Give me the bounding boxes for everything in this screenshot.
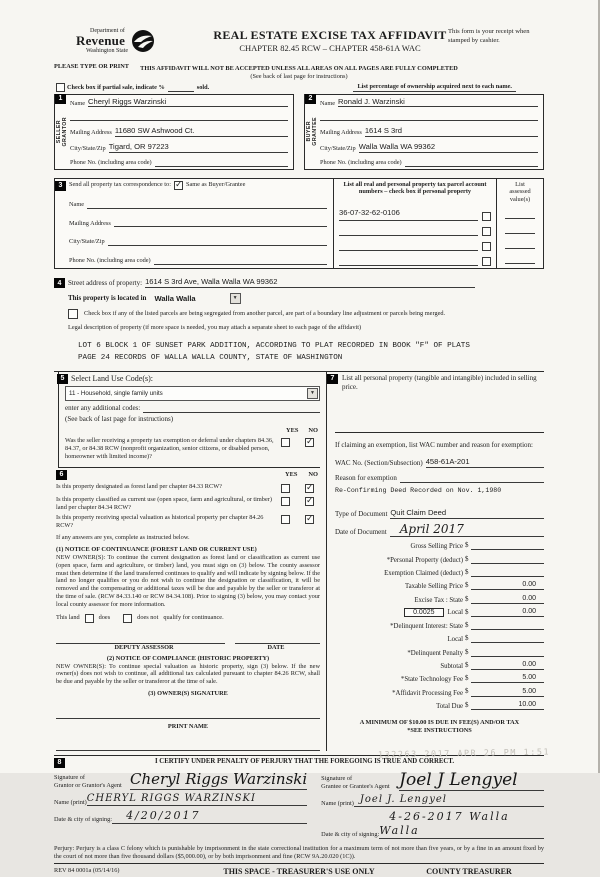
- print-name-field[interactable]: [56, 742, 320, 751]
- additional-codes-label: enter any additional codes:: [65, 403, 141, 412]
- grantor-name-print-label: Name (print): [54, 798, 87, 806]
- grantee-name-print-label: Name (print): [321, 799, 354, 807]
- fee-label: Subtotal: [440, 663, 463, 670]
- corr-phone-label: Phone No. (including area code): [69, 257, 151, 265]
- fee-field-exemption[interactable]: [471, 568, 545, 577]
- buyer-name-field[interactable]: [338, 97, 538, 108]
- personal-property-note: List all personal property (tangible and intangible) included in selling price.: [342, 373, 537, 391]
- fee-field-delinquent-state[interactable]: [471, 621, 545, 630]
- right-column: [327, 372, 544, 751]
- corr-name-field[interactable]: [87, 200, 327, 209]
- same-as-buyer-label: Same as Buyer/Grantee: [185, 181, 246, 189]
- assessed-value-field-3[interactable]: [505, 240, 535, 249]
- fee-field-taxable[interactable]: 0.00: [471, 581, 545, 590]
- date-of-document-value: April 2017: [399, 522, 464, 537]
- personal-property-checkbox-1[interactable]: [482, 212, 491, 221]
- fee-label: Gross Selling Price: [410, 543, 463, 551]
- fee-label: Exemption Claimed (deduct): [384, 570, 463, 578]
- perjury-notice: Perjury: Perjury is a class C felony which is punishable by imprisonment in the state correctional institution for a maximum term of not more than five years, or by a fine in an amount fixed by the court of not more than five thousand dollars ($5,000.00), or by both imprisonment and fine (RCW 9A.20.020 (1C)).: [54, 845, 544, 864]
- logo-revenue-text: Revenue: [76, 33, 126, 49]
- minimum-due-note: A MINIMUM OF $10.00 IS DUE IN FEE(S) AND/OR TAX: [359, 718, 520, 726]
- corr-mailing-label: Mailing Address: [69, 219, 111, 227]
- reason-exemption-field[interactable]: [400, 474, 544, 483]
- logo-state-text: Washington State: [86, 47, 129, 54]
- section-7-number: 7: [327, 374, 338, 384]
- seller-mailing-label: Mailing Address: [70, 129, 112, 137]
- fee-field-penalty[interactable]: [471, 648, 545, 657]
- grantor-agent-label: Grantor or Grantor's Agent: [54, 782, 122, 790]
- land-use-value: 11 - Household, single family units: [69, 389, 163, 397]
- legal-description-text: LOT 6 BLOCK 1 OF SUNSET PARK ADDITION, ACCORDING TO PLAT RECORDED IN BOOK "F" OF PLATS PAGE 24 RECORDS OF WALLA WALLA COUNTY, STATE OF WASHINGTON: [78, 342, 470, 363]
- fee-field-personal[interactable]: [471, 555, 545, 564]
- seller-phone-label: Phone No. (including area code): [70, 158, 152, 166]
- current-use-question: Is this property classified as current use (open space, farm and agricultural, or timber) land per chapter 84.34 RCW?: [56, 495, 272, 511]
- exemption-intro: If claiming an exemption, list WAC number and reason for exemption:: [335, 440, 533, 449]
- no-header: NO: [308, 427, 318, 435]
- date-of-document-label: Date of Document: [335, 528, 387, 537]
- notice-compliance-body: NEW OWNER(S): To continue special valuation as historic property, sign (3) below. If the new owner(s) does not wish to continue, all additional tax calculated pursuant to chapter 84.26 RCW, shall be due and payable by the seller or transferor at the time of sale.: [56, 662, 320, 686]
- seller-city-label: City/State/Zip: [70, 144, 106, 152]
- buyer-city-label: City/State/Zip: [320, 144, 356, 152]
- fee-field-gross[interactable]: [471, 541, 545, 550]
- fee-field-delinquent-local[interactable]: [471, 634, 545, 643]
- dollar-sign: $: [465, 634, 469, 643]
- fee-field-tech-fee[interactable]: 5.00: [471, 674, 545, 683]
- street-address-field[interactable]: [145, 277, 475, 288]
- q-currentuse-no-checkbox[interactable]: [305, 497, 314, 506]
- grantor-name-print-field[interactable]: [87, 793, 307, 807]
- fee-field-subtotal[interactable]: 0.00: [471, 661, 545, 670]
- dollar-sign: $: [465, 621, 469, 630]
- does-not-label: does not: [137, 614, 159, 622]
- dollar-sign: $: [465, 567, 469, 576]
- fee-label: *State Technology Fee: [400, 676, 463, 684]
- located-in-dropdown[interactable]: [230, 293, 241, 304]
- wac-number-field[interactable]: [426, 457, 544, 468]
- located-in-value: Walla Walla: [154, 293, 196, 303]
- fee-field-excise-local[interactable]: 0.00: [471, 608, 545, 617]
- seller-exemption-question: Was the seller receiving a property tax exemption or deferral under chapters 84.36, 84.37, or 84.38 RCW (nonprofit organization, senior citizens, or disabled person, homeowner with limited income)?: [65, 437, 274, 460]
- assessed-value-field-2[interactable]: [505, 225, 535, 234]
- q-historic-yes-checkbox[interactable]: [281, 515, 290, 524]
- type-of-document-label: Type of Document: [335, 510, 388, 518]
- buyer-city-field[interactable]: [359, 142, 538, 153]
- buyer-mailing-label: Mailing Address: [320, 129, 362, 137]
- buyer-name-value: Ronald J. Warzinski: [338, 96, 405, 106]
- seller-grantor-box: [54, 94, 294, 170]
- q1-no-checkbox[interactable]: [305, 438, 314, 447]
- additional-codes-field[interactable]: [143, 404, 320, 413]
- certify-statement: I CERTIFY UNDER PENALTY OF PERJURY THAT THE FOREGOING IS TRUE AND CORRECT.: [154, 757, 455, 765]
- seller-name-field[interactable]: [88, 97, 288, 108]
- owners-signature-field[interactable]: [56, 710, 320, 719]
- forest-land-question: Is this property designated as forest land per chapter 84.33 RCW?: [56, 482, 222, 490]
- fee-label: *Affidavit Processing Fee: [392, 689, 463, 697]
- dollar-sign: $: [465, 674, 469, 683]
- corr-phone-field[interactable]: [154, 256, 327, 265]
- seller-mailing-value: 11680 SW Ashwood Ct.: [114, 126, 195, 136]
- personal-property-checkbox-2[interactable]: [482, 227, 491, 236]
- reason-exemption-label: Reason for exemption: [335, 473, 397, 482]
- dollar-sign: $: [465, 607, 469, 616]
- section-5-number: 5: [57, 374, 68, 384]
- assessed-value-field-4[interactable]: [505, 255, 535, 264]
- revenue-logo: [76, 28, 128, 54]
- wac-number-value: 458-61A-201: [425, 456, 470, 466]
- does-label: does: [98, 614, 111, 622]
- notice-continuance-body: NEW OWNER(S): To continue the current designation as forest land or classification as current use (open space, farm and agriculture, or timber) land, you must sign on (3) below. The county assessor must then determine if the land transferred continues to qualify and will indicate by signing below. If the land no longer qualifies or you do not wish to continue the designation or classification, it will be removed and the compensating or additional taxes will be due and payable by the seller or transferor at the time of sale. (RCW 84.33.140 or RCW 84.34.108). Prior to signing (3) below, you may contact your local county assessor for more information.: [56, 553, 320, 608]
- seller-name-label: Name: [70, 99, 86, 107]
- receipt-note: This form is your receipt when stamped by cashier.: [448, 28, 530, 44]
- type-or-print-note: PLEASE TYPE OR PRINT: [54, 63, 129, 70]
- legal-description-label: Legal description of property (if more space is needed, you may attach a separate sheet to each page of the affidavit): [68, 324, 362, 332]
- q1-yes-checkbox[interactable]: [281, 438, 290, 447]
- parcel-number-field-2[interactable]: [339, 227, 478, 236]
- personal-property-checkbox-4[interactable]: [482, 257, 491, 266]
- assessed-values-header: List assessed value(s): [509, 180, 531, 204]
- if-yes-note: If any answers are yes, complete as instructed below.: [56, 534, 190, 542]
- does-not-checkbox[interactable]: [123, 614, 132, 623]
- notice-compliance-title: (2) NOTICE OF COMPLIANCE (HISTORIC PROPERTY): [106, 654, 270, 662]
- historical-question: Is this property receiving special valuation as historical property per chapter 84.26 RCW?: [56, 514, 264, 530]
- fee-label: Local: [447, 608, 463, 616]
- no-header-2: NO: [308, 471, 318, 479]
- assessed-value-field-1[interactable]: [505, 210, 535, 219]
- revenue-swirl-icon: [130, 28, 156, 59]
- section-2-number: 2: [305, 94, 316, 104]
- grantee-name-print-value: Joel J. Lengyel: [359, 793, 447, 805]
- fee-label: *Delinquent Interest: State: [390, 623, 463, 631]
- grantor-date-city-field[interactable]: [112, 809, 307, 824]
- fee-table: [335, 541, 544, 709]
- rev-form-number: REV 84 0001a (05/14/16): [54, 866, 120, 874]
- deputy-assessor-date-field[interactable]: [235, 635, 320, 644]
- left-column: [54, 372, 327, 751]
- land-use-dropdown-arrow-icon[interactable]: [307, 388, 318, 399]
- date-of-document-field[interactable]: [390, 522, 544, 537]
- section-3-row: [54, 178, 544, 270]
- fee-label: Excise Tax : State: [414, 596, 463, 604]
- buyer-city-value: Walla Walla WA 99362: [358, 141, 436, 151]
- buyer-phone-field[interactable]: [405, 158, 538, 167]
- grantor-signature-value: Cheryl Riggs Warzinski: [130, 769, 308, 788]
- section-8-number: 8: [54, 758, 65, 768]
- fee-field-excise-state[interactable]: 0.00: [471, 595, 545, 604]
- q-historic-no-checkbox[interactable]: [305, 515, 314, 524]
- grantee-agent-label: Grantee or Grantee's Agent: [321, 783, 390, 791]
- yes-header: YES: [285, 427, 299, 435]
- fee-field-processing-fee[interactable]: 5.00: [471, 688, 545, 697]
- land-use-dropdown[interactable]: [65, 386, 320, 401]
- deputy-assessor-label: DEPUTY ASSESSOR: [114, 643, 174, 651]
- see-back-note: (See back of last page for instructions): [65, 415, 174, 424]
- dollar-sign: $: [465, 647, 469, 656]
- buyer-name-label: Name: [320, 99, 336, 107]
- q-forest-no-checkbox[interactable]: [305, 484, 314, 493]
- partial-sale-percent-field[interactable]: [168, 83, 194, 92]
- street-address-label: Street address of property:: [68, 279, 143, 288]
- type-of-document-value: Quit Claim Deed: [390, 508, 447, 517]
- section-6-number: 6: [56, 470, 67, 480]
- yes-header-2: YES: [284, 471, 298, 479]
- form-subtitle: CHAPTER 82.45 RCW – CHAPTER 458-61A WAC: [239, 43, 421, 53]
- see-instructions-note: *SEE INSTRUCTIONS: [407, 726, 472, 734]
- grantor-date-city-label: Date & city of signing:: [54, 816, 113, 824]
- seller-phone-field[interactable]: [155, 158, 288, 167]
- seller-city-value: Tigard, OR 97223: [108, 141, 169, 151]
- fee-label: *Personal Property (deduct): [386, 556, 463, 564]
- qualify-label: qualify for continuance.: [163, 614, 224, 622]
- grantor-signature-of-label: Signature of: [54, 774, 85, 782]
- grantee-signature-field[interactable]: [399, 770, 544, 791]
- buyer-grantee-box: [304, 94, 544, 170]
- buyer-mailing-field[interactable]: [365, 126, 538, 137]
- dollar-sign: $: [465, 554, 469, 563]
- ownership-note: List percentage of ownership acquired next to each name.: [353, 83, 516, 92]
- fee-label: Total Due: [436, 702, 463, 710]
- dollar-sign: $: [465, 594, 469, 603]
- treasurer-space-label: THIS SPACE - TREASURER'S USE ONLY: [223, 866, 375, 876]
- parcel-number-field-3[interactable]: [339, 242, 478, 251]
- seller-name-value: Cheryl Riggs Warzinski: [88, 96, 167, 106]
- street-address-value: 1614 S 3rd Ave, Walla Walla WA 99362: [145, 277, 278, 287]
- local-rate-box: 0.0025: [404, 608, 443, 617]
- fee-field-total-due[interactable]: 10.00: [471, 701, 545, 710]
- logo-dept-text: Department of: [90, 28, 125, 34]
- dollar-sign: $: [465, 660, 469, 669]
- does-checkbox[interactable]: [85, 614, 94, 623]
- located-in-label: This property is located in: [68, 294, 147, 303]
- sold-label: sold.: [196, 83, 210, 91]
- treasurer-date-stamp: 132263 2017 APR 26 PM 1:51: [377, 747, 551, 761]
- section-4-number: 4: [54, 278, 65, 288]
- parcel-number-field[interactable]: [339, 202, 478, 221]
- segregated-checkbox[interactable]: [68, 309, 78, 319]
- fee-label: Local: [447, 636, 463, 644]
- buyer-side-label: BUYER GRANTEE: [305, 117, 318, 146]
- q-currentuse-yes-checkbox[interactable]: [281, 497, 290, 506]
- type-of-document-field[interactable]: [390, 508, 544, 519]
- form-title: REAL ESTATE EXCISE TAX AFFIDAVIT: [213, 28, 447, 42]
- seller-mailing-field[interactable]: [115, 126, 288, 137]
- print-name-label: PRINT NAME: [167, 723, 209, 731]
- dollar-sign: $: [465, 581, 469, 590]
- buyer-mailing-value: 1614 S 3rd: [364, 126, 402, 136]
- wac-number-label: WAC No. (Section/Subsection): [335, 458, 423, 467]
- this-land-label: This land: [56, 614, 80, 622]
- corr-mailing-field[interactable]: [114, 218, 327, 227]
- grantor-signature-field[interactable]: [130, 770, 307, 790]
- corr-name-label: Name: [69, 200, 85, 208]
- section-1-number: 1: [55, 94, 66, 104]
- personal-property-checkbox-3[interactable]: [482, 242, 491, 251]
- instructions-note: (See back of last page for instructions): [250, 72, 348, 80]
- grantee-date-city-value: 4-26-2017 Walla Walla: [379, 810, 510, 838]
- partial-sale-checkbox[interactable]: [56, 83, 65, 92]
- buyer-percent-field[interactable]: [320, 112, 538, 121]
- seller-city-field[interactable]: [109, 142, 288, 153]
- fee-label: *Delinquent Penalty: [407, 649, 463, 657]
- partial-sale-label: Check box if partial sale, indicate %: [67, 83, 165, 91]
- deputy-assessor-signature-field[interactable]: [56, 635, 225, 644]
- grantee-signature-value: Joel J Lengyel: [399, 769, 518, 790]
- grantee-date-city-label: Date & city of signing:: [321, 831, 380, 839]
- section-4: [54, 277, 544, 364]
- fee-label: Taxable Selling Price: [404, 583, 463, 591]
- seller-side-label: SELLER GRANTOR: [55, 116, 68, 147]
- grantor-date-city-value: 4/20/2017: [126, 809, 201, 823]
- seller-percent-field[interactable]: [70, 112, 288, 121]
- same-as-buyer-checkbox[interactable]: [174, 181, 183, 190]
- corr-city-field[interactable]: [108, 237, 327, 246]
- owners-signature-label: (3) OWNER(S) SIGNATURE: [148, 690, 228, 698]
- grantee-name-print-field[interactable]: [354, 794, 544, 808]
- notice-continuance-title: (1) NOTICE OF CONTINUANCE (FOREST LAND OR CURRENT USE): [56, 545, 257, 553]
- segregated-label: Check box if any of the listed parcels are being segregated from another parcel, are part of a boundary line adjustment or parcels being merged.: [84, 310, 446, 318]
- buyer-phone-label: Phone No. (including area code): [320, 158, 402, 166]
- dollar-sign: $: [465, 541, 469, 550]
- grantor-name-print-value: CHERYL RIGGS WARZINSKI: [86, 792, 256, 804]
- grantee-date-city-field[interactable]: [379, 810, 544, 839]
- dollar-sign: $: [465, 687, 469, 696]
- dollar-sign: $: [465, 700, 469, 709]
- date-label: DATE: [267, 643, 285, 651]
- parcel-number-value: 36-07-32-62-0106: [339, 208, 400, 218]
- grantee-signature-of-label: Signature of: [321, 775, 353, 783]
- land-use-title: Select Land Use Code(s):: [71, 373, 153, 383]
- section-3-number: 3: [55, 181, 66, 191]
- corr-city-label: City/State/Zip: [69, 238, 105, 246]
- send-correspondence-label: Send all property tax correspondence to:: [69, 181, 171, 189]
- reason-exemption-value: Re-Confirming Deed Recorded on Nov. 1,1980: [335, 487, 502, 494]
- parcel-number-field-4[interactable]: [339, 257, 478, 266]
- accept-warning: THIS AFFIDAVIT WILL NOT BE ACCEPTED UNLESS ALL AREAS ON ALL PAGES ARE FULLY COMPLETED: [140, 64, 458, 72]
- parcel-numbers-header: List all real and personal property tax parcel account numbers – check box if personal property: [343, 180, 487, 196]
- q-forest-yes-checkbox[interactable]: [281, 484, 290, 493]
- county-treasurer-label: COUNTY TREASURER: [426, 866, 512, 876]
